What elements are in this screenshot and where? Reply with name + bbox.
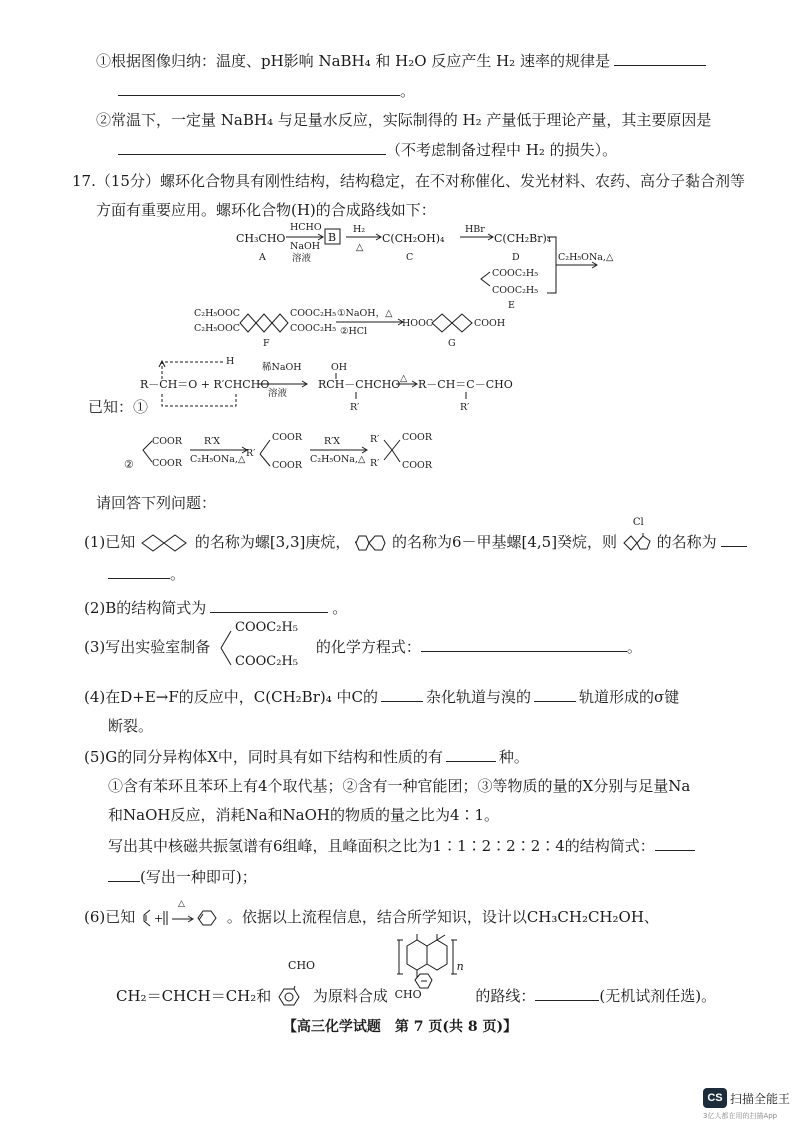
svg-text:+: + [154,912,164,925]
reagent-naoh-heat: ①NaOH，△ [337,308,393,319]
answer-blank[interactable] [721,532,747,547]
reagent-naoh: NaOH [290,241,321,252]
answer-blank[interactable] [446,747,496,762]
scanner-watermark [703,1088,790,1121]
compound-e-1: COOC₂H₅ [492,268,539,279]
r-prime: R′ [460,402,470,413]
reagent-ethoxide: C₂H₅ONa,△ [190,454,246,465]
ester-1: COOR [272,432,302,443]
compound-e-2: COOC₂H₅ [492,285,539,296]
compound-f-4: COOC₂H₅ [290,323,337,334]
answer-blank[interactable] [655,836,695,851]
alpha-h: H [226,356,235,367]
benzaldehyde-structure: CHO [276,986,308,1008]
reagent-rx: R′X [204,436,221,447]
reactants: R－CH＝O + R′CHCHO [140,378,270,391]
reagent-h2: H₂ [353,224,366,235]
ester-1: COOR [402,432,432,443]
reagent-dilute-naoh: 稀NaOH [262,362,302,373]
methylspirodecane-structure [355,534,387,552]
target-polymer-structure: n CHO [393,986,471,1008]
label-g: G [448,338,456,346]
compound-g-2: COOH [474,318,506,329]
question-3-line: (3)写出实验室制备 COOC₂H₅ COOC₂H₅ 的化学方程式： 。 [84,620,642,669]
compound-b: B [328,231,337,244]
known-label: 已知：① [88,398,149,416]
reagent-ethoxide: C₂H₅ONa,△ [310,454,366,465]
question-6-line2: CH₂＝CHCH＝CH₂和 CHO 为原料合成 n CHO 的路线： (无机试剂任选)。 [116,985,716,1008]
question-1-line: (1)已知 的名称为螺[3,3]庚烷， 的名称为6－甲基螺[4,5]癸烷，则 Cl 的名称为 [84,531,747,553]
scanner-app-name: 扫描全能王 [729,1091,790,1106]
reagent-hcl: ②HCl [340,326,368,337]
compound-f-3: COOC₂H₅ [290,308,337,319]
q16-part1-line2: 。 [118,80,415,101]
compound-f-rings [240,314,288,332]
answer-blank[interactable] [108,564,170,579]
question-4-line2: 断裂。 [108,717,154,735]
answer-blank[interactable] [381,687,423,702]
question-5-note: (写出一种即可)； [108,866,257,887]
scanner-tagline: 3亿人都在用的扫描App [702,1112,778,1120]
q16-part2-line: ②常温下，一定量 NaBH₄ 与足量水反应，实际制得的 H₂ 产量低于理论产量，其主要原因是 [96,111,712,129]
label-e: E [508,300,515,311]
compound-f-1: C₂H₅OOC [194,308,241,319]
answer-blank[interactable] [534,687,576,702]
answer-blank[interactable] [118,81,400,96]
question-4-line: (4)在D+E→F的反应中，C(CH₂Br)₄ 中C的 杂化轨道与溴的 轨道形成的σ键 [84,688,680,706]
diels-alder-scheme: + △ [140,908,222,928]
r-prime: R′ [370,458,380,469]
enal-product: R－CH＝C－CHO [418,378,513,391]
answer-blank[interactable] [614,51,706,66]
hydroxyl: OH [331,362,348,373]
reagent-hbr: HBr [465,224,485,235]
ester-1: COOR [152,436,182,447]
r-prime: R′ [246,448,256,459]
label-f: F [263,338,270,346]
label-d: D [512,252,520,263]
answer-blank[interactable] [118,140,386,155]
heat-symbol: △ [400,373,408,384]
answer-prompt: 请回答下列问题： [96,494,217,512]
question-1-line2: 。 [108,563,185,584]
ester-2: COOR [272,460,302,471]
heat-symbol: △ [356,242,364,253]
spiroheptane-structure [140,534,190,552]
question-2-line: (2)B的结构简式为 。 [84,599,348,617]
q16-part2-line2: （不考虑制备过程中 H₂ 的损失）。 [118,139,617,160]
q16-part1-line: ①根据图像归纳：温度、pH影响 NaBH₄ 和 H₂O 反应产生 H₂ 速率的规律是 [96,50,706,71]
label-c: C [406,252,414,263]
reagent-hcho: HCHO [290,222,322,233]
label-a: A [259,252,266,263]
reaction-number: ② [124,458,134,471]
synthesis-scheme [0,216,800,346]
answer-blank[interactable] [535,986,599,1001]
q17-intro-line2: 方面有重要应用。螺环化合物(H)的合成路线如下： [96,201,436,219]
answer-blank[interactable] [210,598,328,613]
compound-d: C(CH₂Br)₄ [494,232,552,245]
question-5-conditions-2: 和NaOH反应，消耗Na和NaOH的物质的量之比为4∶1。 [108,806,500,824]
question-5-conditions-1: ①含有苯环且苯环上有4个取代基；②含有一种官能团；③等物质的量的X分别与足量Na [108,777,691,795]
reagent-rx: R′X [324,436,341,447]
compound-a: CH₃CHO [236,232,286,245]
reagent-solution: 溶液 [268,388,288,399]
compound-g-1: HOOC [402,318,434,329]
page-footer: 【高三化学试题 第 7 页(共 8 页)】 [282,1019,518,1035]
question-5-nmr: 写出其中核磁共振氢谱有6组峰，且峰面积之比为1∶1∶2∶2∶2∶4的结构简式： [108,835,695,856]
camscanner-logo-icon: CS [703,1088,727,1108]
r-prime: R′ [370,434,380,445]
r-prime: R′ [350,402,360,413]
answer-blank[interactable] [421,637,627,652]
ester-2: COOR [402,460,432,471]
ester-2: COOR [152,458,182,469]
chloro-spiro-structure: Cl [622,533,652,553]
question-5-line: (5)G的同分异构体X中，同时具有如下结构和性质的有 种。 [84,748,529,766]
diethyl-malonate-structure: COOC₂H₅ COOC₂H₅ [215,638,297,658]
reagent-solution: 溶液 [292,253,312,264]
q17-intro-line1: 17.（15分）螺环化合物具有刚性结构，结构稳定，在不对称催化、发光材料、农药、高分子黏合剂等 [72,172,745,190]
known-reaction-2 [0,428,800,478]
compound-c: C(CH₂OH)₄ [382,232,445,245]
aldol-product: RCH－CHCHO [318,378,401,391]
reagent-ethoxide: C₂H₅ONa,△ [558,252,614,263]
question-6-line: (6)已知 + △ 。依据以上流程信息，结合所学知识，设计以CH₃CH₂CH₂OH、 [84,899,659,926]
compound-f-2: C₂H₅OOC [194,323,241,334]
answer-blank[interactable] [108,867,140,882]
compound-g-rings [432,314,472,332]
